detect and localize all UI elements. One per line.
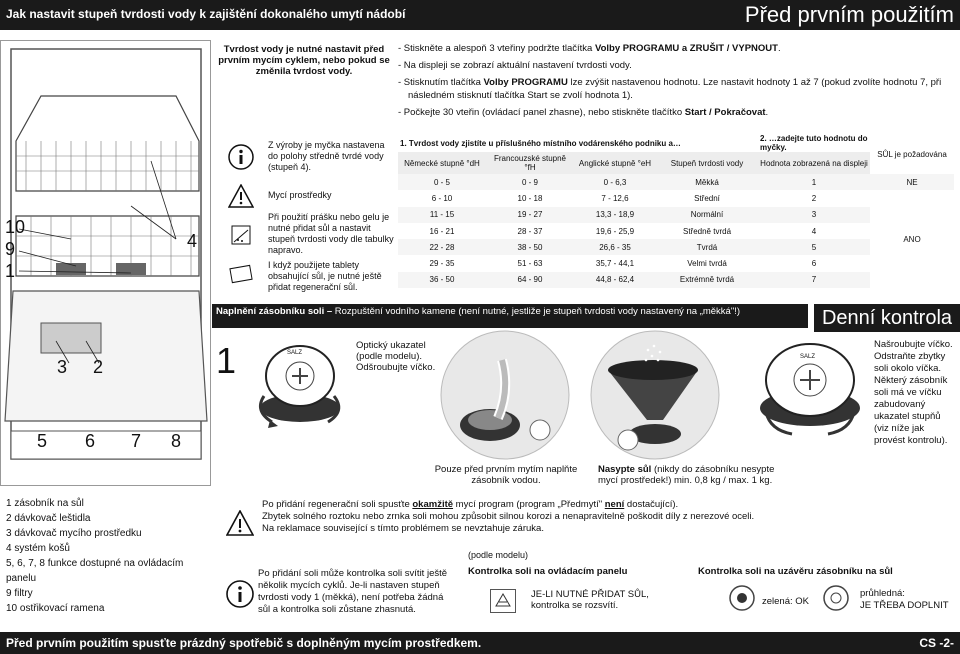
legend-item: 1 zásobník na sůl: [6, 498, 84, 509]
label-1: 1: [5, 261, 16, 281]
cap-indicator-icon: [728, 584, 756, 612]
cap-green-ok: zelená: OK: [762, 596, 809, 607]
table-row: 6 - 10 10 - 18 7 - 12,6 Střední 2 ANO: [398, 190, 954, 206]
detergent-title: Mycí prostředky: [268, 190, 332, 200]
salt-required-yes: ANO: [870, 190, 954, 288]
legend-item: 4 systém košů: [6, 543, 70, 554]
step-number: 1: [216, 340, 237, 381]
label-10: 10: [5, 217, 26, 237]
daily-check-text: Našroubujte víčko. Odstraňte zbytky soli okolo víčka. Některý zásobník soli má ve víčku zabudovaný ukazatel stupňů (viz níže jak provést kontrolu).: [874, 339, 953, 446]
legend-item: 2 dávkovač leštidla: [6, 513, 91, 524]
label-2: 2: [93, 357, 104, 377]
optical-indicator-note: Optický ukazatel (podle modelu). Odšroubujte víčko.: [356, 340, 436, 373]
column-header: Hodnota zobrazená na displeji: [758, 152, 870, 174]
step-item: - Na displeji se zobrazí aktuální nastavení tvrdosti vody.: [398, 60, 632, 71]
detergent-tablet-note: I když použijete tablety obsahující sůl, je nutné ještě přidat regenerační sůl.: [268, 260, 382, 292]
salt-fill-note: Nasypte sůl (nikdy do zásobníku nesypte mycí prostředek!) min. 0,8 kg / max. 1 kg.: [598, 464, 775, 486]
warning-icon: [226, 510, 254, 538]
water-hardness-table: [398, 134, 954, 288]
panel-indicator-title: Kontrolka soli na ovládacím panelu: [468, 566, 628, 577]
page-number: CS -2-: [919, 636, 954, 650]
label-9: 9: [5, 239, 16, 259]
legend-item: 5, 6, 7, 8 funkce dostupné na ovládacím panelu: [6, 558, 184, 584]
salt-warning: [262, 499, 822, 535]
salt-filling-header: Naplnění zásobníku soli – Rozpuštění vodního kamene (není nutné, jestliže je stupeň tvrdosti vody nastavený na „měkká"!): [212, 304, 808, 328]
table-row: 0 - 5 0 - 9 0 - 6,3 Měkká 1 NE: [398, 174, 954, 190]
cap-indicator-title: Kontrolka soli na uzávěru zásobníku na sůl: [698, 566, 893, 577]
table-row: 16 - 21 28 - 37 19,6 - 25,9 Středně tvrdá 4: [398, 223, 954, 239]
warning-line: Po přidání regenerační soli spusťte okamžitě mycí program (program „Předmytí" není dostačující).: [262, 499, 679, 510]
header-bar: [0, 0, 960, 30]
dishwasher-illustration: [1, 41, 210, 485]
table-row: 36 - 50 64 - 90 44,8 - 62,4 Extrémně tvrdá 7: [398, 272, 954, 288]
column-header: Stupeň tvrdosti vody: [656, 152, 758, 174]
table-group-header: 2. …zadejte tuto hodnotu do myčky.: [758, 134, 870, 152]
warning-line: Zbytek solného roztoku nebo zrnka soli mohou způsobit silnou korozi a nenapravitelně poškodit díly z nerezové oceli.: [262, 511, 755, 522]
salt-indicator-light: [490, 589, 516, 613]
section-title: Před prvním použitím: [744, 2, 954, 27]
info-icon: [228, 144, 254, 170]
daily-check-header: Denní kontrola: [814, 304, 960, 332]
table-row: 22 - 28 38 - 50 26,6 - 35 Tvrdá 5: [398, 239, 954, 255]
salt-lamp-icon: [491, 590, 515, 612]
table-row: 29 - 35 51 - 63 35,7 - 44,1 Velmi tvrdá 6: [398, 255, 954, 271]
salt-required-header: SŮL je požadována: [870, 134, 954, 174]
cap-clear-label: průhledná:: [860, 588, 905, 599]
legend-item: 10 ostřikovací ramena: [6, 603, 105, 614]
model-note: (podle modelu): [468, 550, 529, 560]
label-7: 7: [131, 431, 142, 451]
fill-water-illustration: [440, 330, 570, 460]
label-4: 4: [187, 231, 198, 251]
salt-indicator-info: Po přidání soli může kontrolka soli svítit ještě několik mycích cyklů. Je-li nastaven stupeň tvrdosti vody 1 (měkká), není potřeba žádná sůl a kontrolka soli zůstane zhasnutá.: [258, 568, 448, 615]
label-8: 8: [171, 431, 182, 451]
table-row: 11 - 15 19 - 27 13,3 - 18,9 Normální 3: [398, 207, 954, 223]
panel-indicator-text: JE-LI NUTNÉ PŘIDAT SŮL, kontrolka se rozsvítí.: [531, 589, 649, 611]
table-group-header: 1. Tvrdost vody zjistíte u příslušného místního vodárenského podniku a…: [398, 134, 758, 152]
step-item: - Stisknutím tlačítka Volby PROGRAMU lze zvýšit nastavenou hodnotu. Lze nastavit hodnoty 1 až 7 (pokud zvolíte hodnotu 7, při následném stisknutí tlačítka Start se zvolí hodnota 1).: [398, 77, 942, 101]
info-icon: [226, 580, 254, 608]
intro-text: Tvrdost vody je nutné nastavit před prvním mycím cyklem, nebo pokud se změnila tvrdost vody.: [218, 44, 390, 77]
salt-cap-word: SALZ: [800, 354, 816, 360]
setting-steps: [398, 42, 954, 123]
cap-empty-icon: [822, 584, 850, 612]
label-3: 3: [57, 357, 68, 377]
column-header: Anglické stupně °eH: [574, 152, 656, 174]
detergent-powder-note: Při použití prášku nebo gelu je nutné přidat sůl a nastavit stupeň tvrdosti vody dle tabulky napravo.: [268, 212, 394, 255]
legend-item: 3 dávkovač mycího prostředku: [6, 528, 142, 539]
factory-setting-note: Z výroby je myčka nastavena do polohy středně tvrdé vody (stupeň 4).: [268, 140, 385, 172]
header-title: Jak nastavit stupeň tvrdosti vody k zajištění dokonalého umytí nádobí: [6, 7, 406, 21]
cap-refill-label: JE TŘEBA DOPLNIT: [860, 600, 949, 611]
parts-legend: [6, 496, 206, 616]
footer-bar: [0, 632, 960, 654]
label-6: 6: [85, 431, 96, 451]
salt-cap-word: SALZ: [287, 350, 303, 356]
water-fill-note: Pouze před prvním mytím naplňte zásobník vodou.: [434, 464, 578, 486]
legend-item: 9 filtry: [6, 588, 33, 599]
step-item: - Stiskněte a alespoň 3 vteřiny podržte tlačítka Volby PROGRAMU a ZRUŠIT / VYPNOUT.: [398, 43, 781, 54]
label-5: 5: [37, 431, 48, 451]
step-item: - Počkejte 30 vteřin (ovládací panel zhasne), nebo stiskněte tlačítko Start / Pokračovat.: [398, 107, 769, 118]
fill-salt-illustration: [588, 330, 722, 460]
column-header: Francouzské stupně °fH: [486, 152, 574, 174]
tablet-icon: [228, 262, 254, 288]
footer-text: Před prvním použitím spusťte prázdný spotřebič s doplněným mycím prostředkem.: [6, 636, 482, 650]
warning-line: Na reklamace související s tímto problémem se nevztahuje záruka.: [262, 523, 544, 534]
warning-icon: [228, 184, 254, 210]
column-header: Německé stupně °dH: [398, 152, 486, 174]
detergent-powder-icon: [228, 222, 254, 248]
dishwasher-diagram: [0, 40, 211, 486]
salt-required-no: NE: [870, 174, 954, 190]
